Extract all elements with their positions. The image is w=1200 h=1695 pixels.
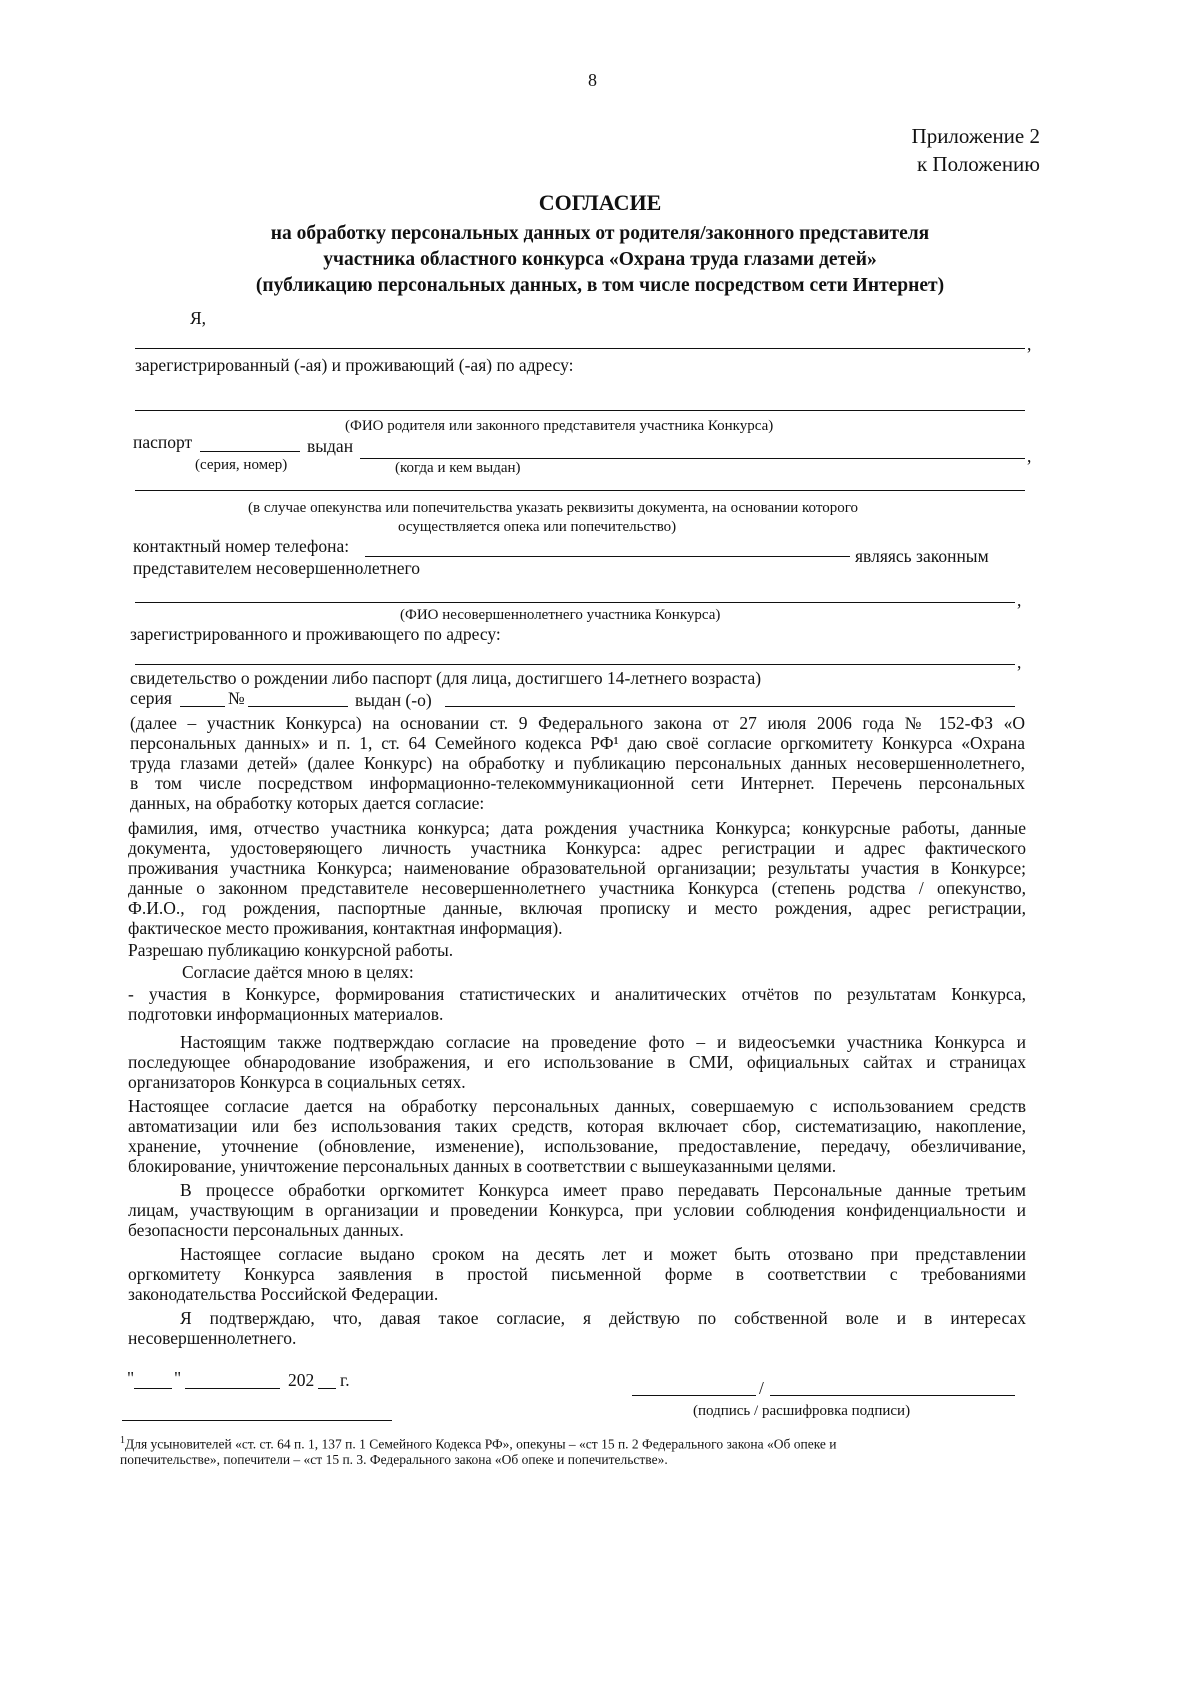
p7-line-4: блокирование, уничтожение персональных данных в соответствии с вышеуказанными целями. [128, 1156, 837, 1176]
date-year-prefix: 202 [288, 1370, 315, 1390]
p8-line-3: безопасности персональных данных. [128, 1220, 404, 1240]
p2-line-1: фамилия, имя, отчество участника конкурса; дата рождения участника Конкурса; конкурсные работы, данные [128, 818, 1026, 838]
minor-fio-field[interactable] [135, 602, 1015, 603]
signature-slash: / [759, 1378, 764, 1398]
p5-line-2: подготовки информационных материалов. [128, 1004, 444, 1024]
title-line-2: участника областного конкурса «Охрана труда глазами детей» [323, 249, 877, 270]
p3: Разрешаю публикацию конкурсной работы. [128, 940, 454, 960]
series-field[interactable] [180, 706, 225, 707]
p7-line-1: Настоящее согласие дается на обработку персональных данных, совершаемую с использованием средств [128, 1096, 1026, 1116]
footnote-line-1 [120, 1432, 837, 1453]
parent-address-field[interactable] [135, 410, 1025, 411]
comma: , [1017, 590, 1022, 610]
number-label: № [228, 688, 245, 708]
hint-parent-fio: (ФИО родителя или законного представителя участника Конкурса) [345, 418, 774, 434]
title-line-1: на обработку персональных данных от родителя/законного представителя [270, 223, 930, 244]
hint-guardian-1: (в случае опекунства или попечительства указать реквизиты документа, на основании которого [248, 500, 858, 516]
p1-line-3: труда глазами детей» (далее Конкурс) на обработку и публикацию персональных данных несовершеннолетнего, [130, 753, 1025, 773]
p2-line-5: Ф.И.О., год рождения, паспортные данные, включая прописку и место рождения, адрес регистрации, [128, 898, 1026, 918]
p6-line-1: Настоящим также подтверждаю согласие на проведение фото – и видеосъемки участника Конкурса и [180, 1032, 1026, 1052]
p10-line-2: несовершеннолетнего. [128, 1328, 297, 1348]
representative-minor-label: представителем несовершеннолетнего [133, 558, 420, 578]
comma: , [1017, 652, 1022, 672]
appendix-label [912, 122, 1040, 178]
p1-line-2: персональных данных» и п. 1, ст. 64 Семейного кодекса РФ¹ даю своё согласие оргкомитету Конкурса «Охрана [130, 733, 1025, 753]
date-year-suffix: г. [340, 1370, 350, 1390]
footnote-line-2: попечительстве», попечители – «ст 15 п. 3. Федерального закона «Об опеке и попечительстве». [120, 1452, 668, 1467]
p1-line-5: данных, на обработку которых дается согласие: [130, 793, 485, 813]
registered-minor-label: зарегистрированного и проживающего по адресу: [130, 624, 501, 644]
date-day-field[interactable] [134, 1388, 172, 1389]
ya-label: Я, [190, 308, 207, 328]
p10-line-1: Я подтверждаю, что, давая такое согласие, я действую по собственной воле и в интересах [180, 1308, 1026, 1328]
date-month-field[interactable] [185, 1388, 280, 1389]
p2-line-4: данные о законном представителе несовершеннолетнего участника Конкурса (степень родства / опекунство, [128, 878, 1026, 898]
document-title: СОГЛАСИЕ [538, 190, 662, 215]
phone-label: контактный номер телефона: [133, 536, 350, 556]
registered-parent-label: зарегистрированный (-ая) и проживающий (-ая) по адресу: [135, 355, 574, 375]
signature-caption: (подпись / расшифровка подписи) [693, 1403, 911, 1419]
p2-line-2: документа, удостоверяющего личность участника Конкурса: адрес регистрации и адрес фактического [128, 838, 1026, 858]
phone-field[interactable] [365, 556, 850, 557]
title-line-3: (публикацию персональных данных, в том числе посредством сети Интернет) [255, 275, 945, 296]
hint-minor-fio: (ФИО несовершеннолетнего участника Конкурса) [400, 607, 721, 623]
p1-line-4: в том числе посредством информационно-телекоммуникационной сети Интернет. Перечень персональных [130, 773, 1025, 793]
p4: Согласие даётся мною в целях: [182, 962, 414, 982]
p5-line-1: - участия в Конкурсе, формирования статистических и аналитических отчётов по результатам Конкурса, [128, 984, 1026, 1004]
series-label: серия [130, 688, 172, 708]
p1-line-1: (далее – участник Конкурса) на основании ст. 9 Федерального закона от 27 июля 2006 года № 152-ФЗ «О [130, 713, 1025, 733]
issued-o-label: выдан (-о) [355, 690, 432, 710]
comma: , [1027, 446, 1032, 466]
birth-cert-label: свидетельство о рождении либо паспорт (для лица, достигшего 14-летнего возраста) [130, 668, 762, 688]
comma: , [1027, 334, 1032, 354]
footnote-mark: 1 [120, 1435, 125, 1446]
hint-guardian-2: осуществляется опека или попечительство) [398, 519, 677, 535]
appendix-line-2: к Положению [916, 152, 1040, 176]
signature-field[interactable] [632, 1395, 756, 1396]
p8-line-2: лицам, участвующим в организации и проведении Конкурса, при условии соблюдения конфиденциальности и [128, 1200, 1026, 1220]
being-legal-label: являясь законным [855, 546, 989, 566]
p6-line-3: организаторов Конкурса в социальных сетях. [128, 1072, 466, 1092]
p9-line-1: Настоящее согласие выдано сроком на десять лет и может быть отозвано при представлении [180, 1244, 1026, 1264]
issued-o-field[interactable] [445, 706, 1015, 707]
guardian-doc-field[interactable] [135, 490, 1025, 491]
minor-address-field[interactable] [135, 664, 1015, 665]
date-quote-open: " [127, 1368, 135, 1388]
signature-name-field[interactable] [770, 1395, 1015, 1396]
p2-line-3: проживания участника Конкурса; наименование образовательной организации; результаты участия в Конкурсе; [128, 858, 1026, 878]
p8-line-1: В процессе обработки оргкомитет Конкурса имеет право передавать Персональные данные третьим [180, 1180, 1026, 1200]
p2-line-6: фактическое место проживания, контактная информация). [128, 918, 563, 938]
p6-line-2: последующее обнародование изображения, и его использование в СМИ, официальных сайтах и страницах [128, 1052, 1026, 1072]
page-number: 8 [588, 70, 597, 90]
passport-series-field[interactable] [200, 451, 300, 452]
p7-line-3: хранение, уточнение (обновление, изменение), использование, предоставление, передачу, обезличивание, [128, 1136, 1026, 1156]
p7-line-2: автоматизации или без использования таких средств, которая включает сбор, систематизацию, накопление, [128, 1116, 1026, 1136]
number-field[interactable] [248, 706, 348, 707]
footnote-separator [122, 1420, 392, 1421]
p9-line-3: законодательства Российской Федерации. [128, 1284, 439, 1304]
issued-label: выдан [307, 436, 354, 456]
passport-label: паспорт [133, 432, 193, 452]
appendix-line-1: Приложение 2 [911, 124, 1040, 148]
p9-line-2: оргкомитету Конкурса заявления в простой письменной форме в соответствии с требованиями [128, 1264, 1026, 1284]
hint-series: (серия, номер) [195, 457, 288, 473]
parent-fio-field[interactable] [135, 348, 1025, 349]
footnote-text-1: Для усыновителей «ст. ст. 64 п. 1, 137 п. 1 Семейного Кодекса РФ», опекуны – «ст 15 п. 2 Федерального закона «Об опеке и [125, 1436, 837, 1452]
date-quote-close: " [174, 1368, 182, 1388]
hint-when-who: (когда и кем выдан) [395, 460, 521, 476]
date-year-field[interactable] [318, 1388, 336, 1389]
